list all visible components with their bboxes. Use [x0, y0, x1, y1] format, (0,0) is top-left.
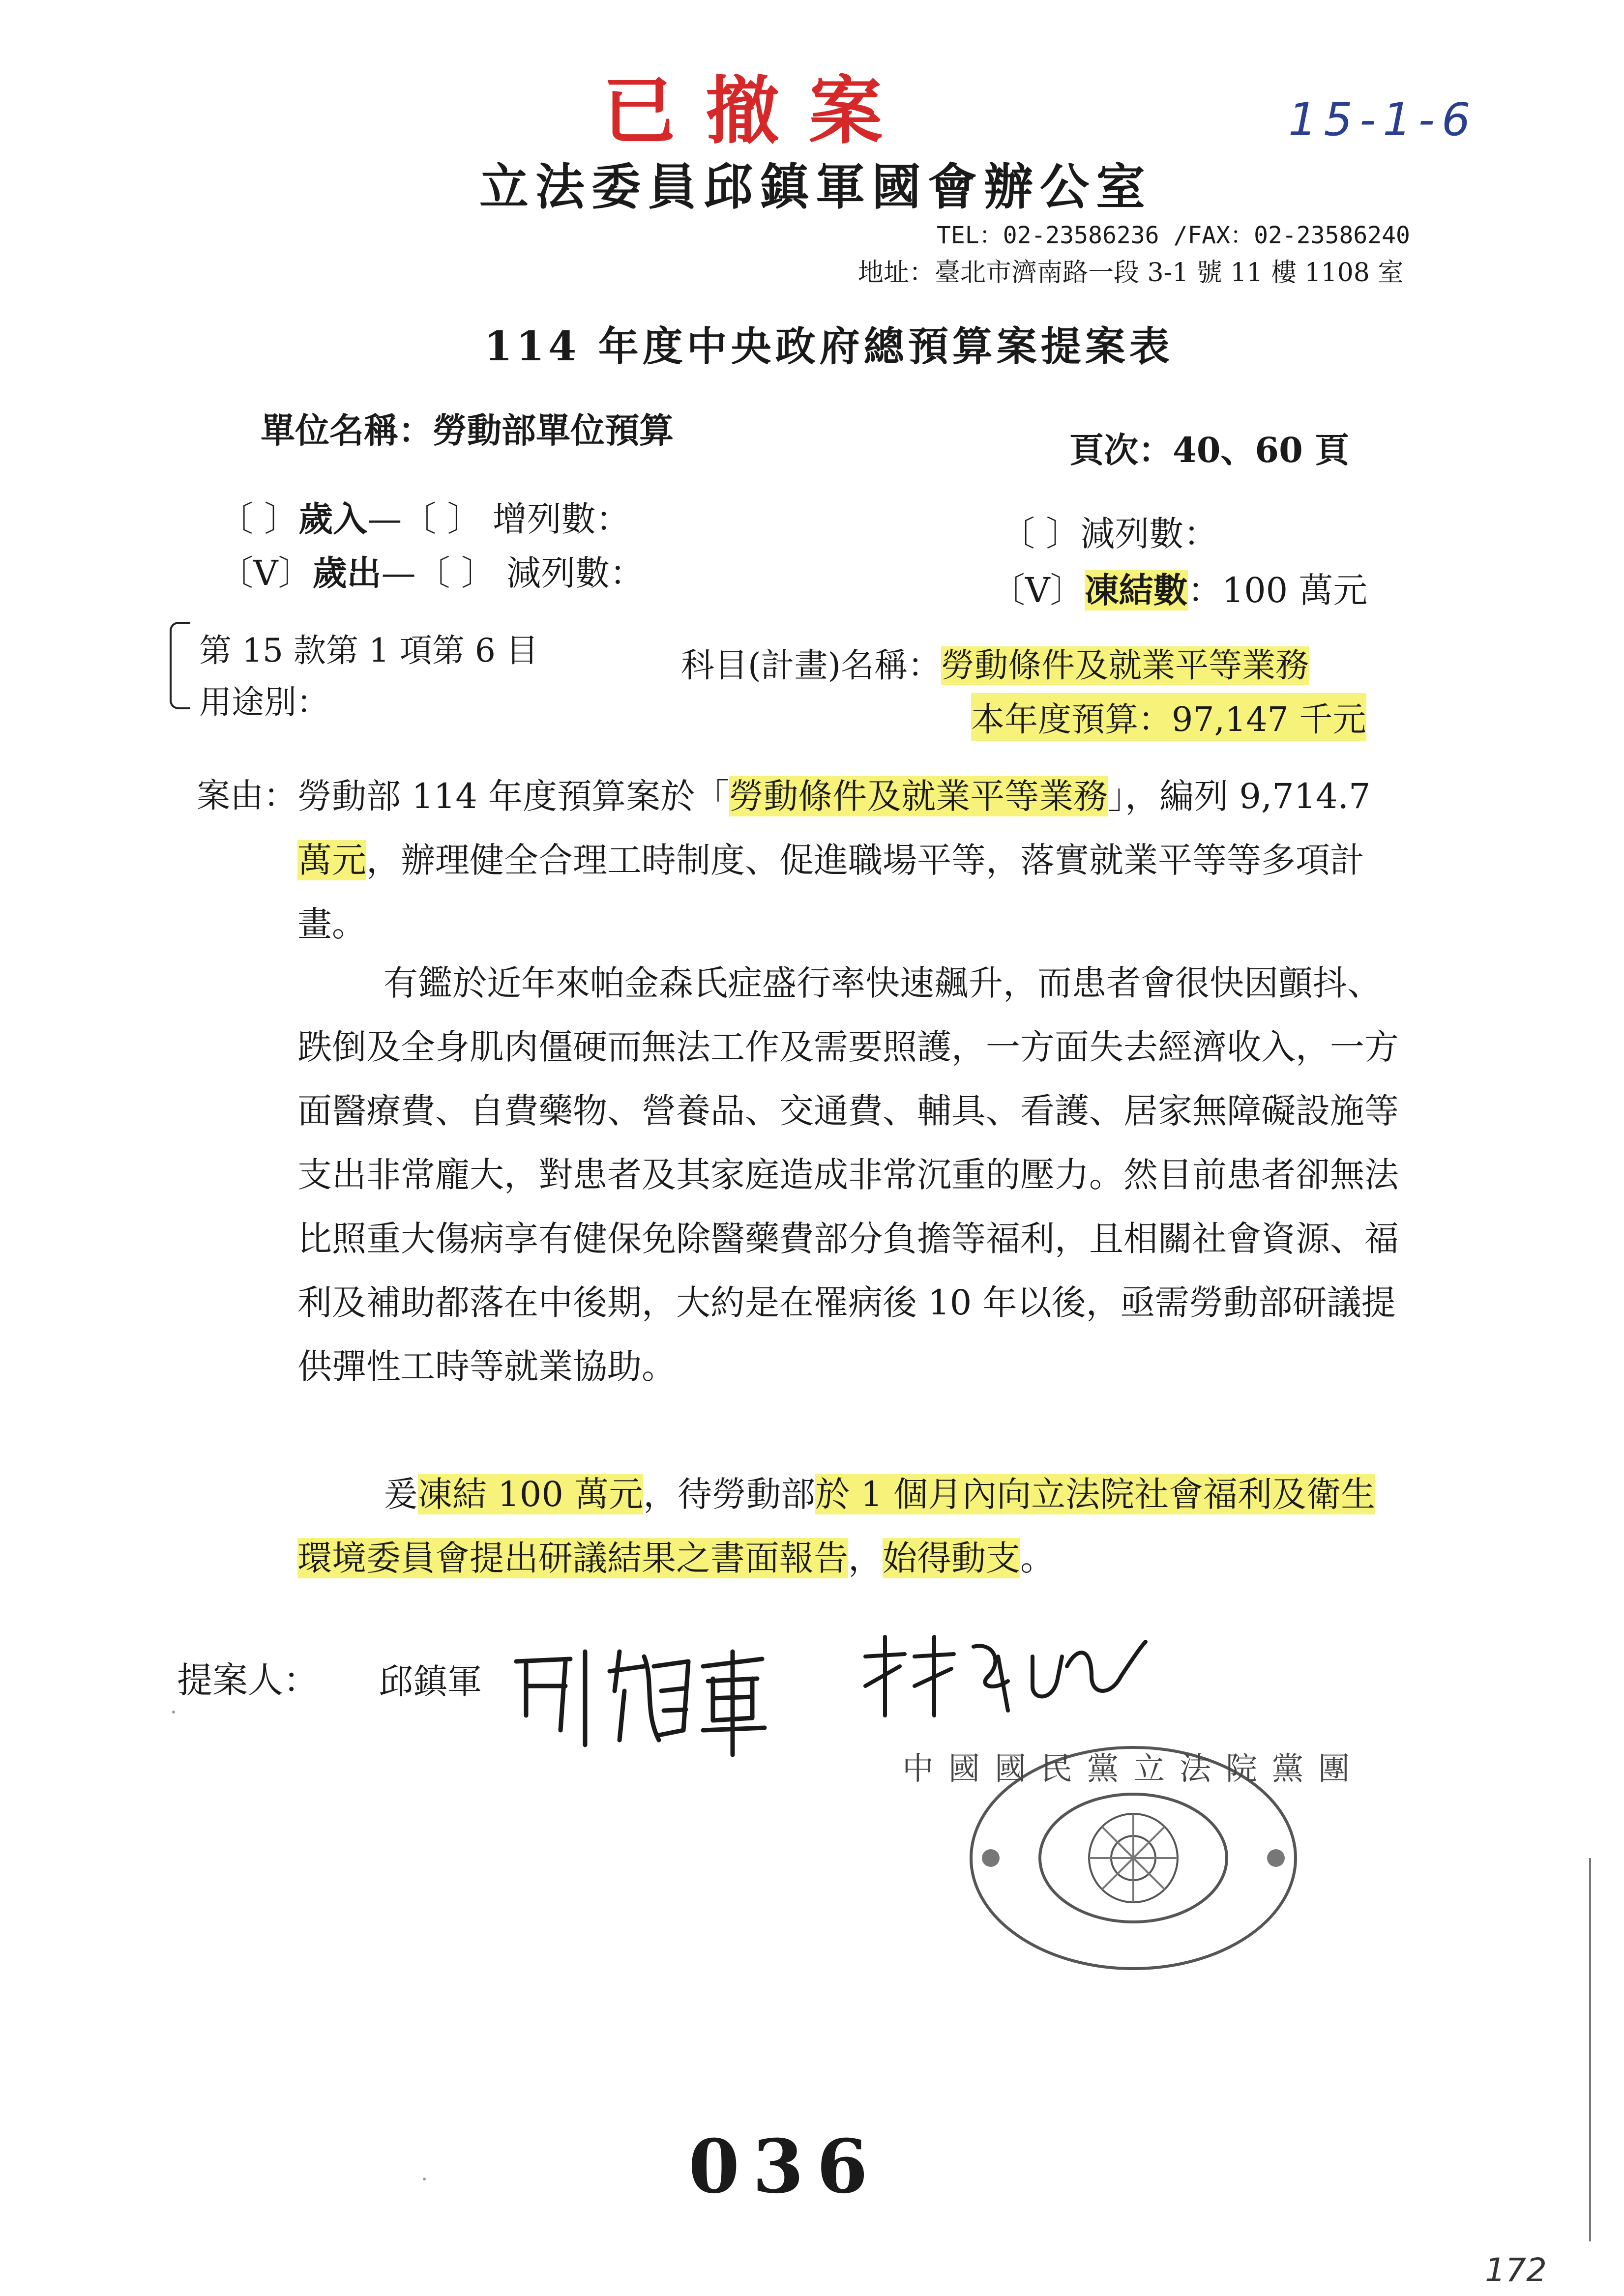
- p3-highlight-release: 始得動支: [883, 1538, 1020, 1578]
- income-label: 歲入: [298, 498, 368, 539]
- form-title: 114 年度中央政府總預算案提案表: [484, 323, 1174, 370]
- proposer-label: 提案人：: [177, 1659, 319, 1701]
- reason-paragraph-2: 有鑑於近年來帕金森氏症盛行率快速飆升，而患者會很快因顫抖、跌倒及全身肌肉僵硬而無法工作及需要照護，一方面失去經濟收入，一方面醫療費、自費藥物、營養品、交通費、輔具、看護、居家無障礙設施等支出非常龐大，對患者及其家庭造成非常沉重的壓力。然目前患者卻無法比照重大傷病享有健保免除醫藥費部分負擔等福利，且相關社會資源、福利及補助都落在中後期，大約是在罹病後 10 年以後，亟需勞動部研議提供彈性工時等就業協助。: [297, 963, 1399, 1387]
- expense-checkbox: 〔V〕: [219, 553, 313, 593]
- signature-2: [846, 1627, 1151, 1720]
- scan-edge-line: [1589, 1858, 1591, 2241]
- subject-label: 科目(計畫)名稱：: [681, 646, 942, 685]
- income-dash: —: [367, 499, 402, 539]
- page-number: 036: [688, 2123, 881, 2210]
- p3-text-c: ，: [848, 1538, 883, 1578]
- p1-highlight-unit: 萬元: [297, 840, 366, 880]
- p3-text-a: 爰: [384, 1474, 418, 1514]
- reason-label: 案由：: [197, 777, 297, 815]
- expense-row: [219, 546, 644, 595]
- expense-dash: —: [381, 553, 416, 593]
- office-address: 地址：臺北市濟南路一段 3-1 號 11 樓 1108 室: [858, 258, 1404, 288]
- p1-highlight-program: 勞動條件及就業平等業務: [729, 776, 1108, 816]
- scan-speck: [423, 2178, 426, 2180]
- expense-reduce-checkbox: 〔 〕: [415, 553, 496, 593]
- income-increase-checkbox: 〔 〕: [402, 499, 482, 539]
- office-title: 立法委員邱鎮軍國會辦公室: [479, 158, 1152, 216]
- p3-highlight-report: 於 1 個月內向立法院社會福利及衛生環境委員會提出研議結果之書面報告: [297, 1474, 1376, 1578]
- freeze-checkbox: 〔V〕: [991, 570, 1085, 610]
- signature-1: [497, 1632, 772, 1760]
- budget-item: 第 15 款第 1 項第 6 目: [199, 632, 538, 669]
- page-reference: 頁次：40、60 頁: [1069, 430, 1350, 470]
- income-row: [219, 492, 630, 541]
- party-caucus-seal: [902, 1740, 1364, 1976]
- unit-label: 單位名稱：: [261, 410, 433, 451]
- freeze-value: ：100 萬元: [1187, 570, 1368, 610]
- income-increase-label: 增列數：: [481, 499, 630, 539]
- withdrawn-stamp: 已撤案: [602, 69, 913, 154]
- p3-text-d: 。: [1020, 1538, 1055, 1578]
- usage-type: 用途別：: [199, 683, 329, 721]
- unit-value: 勞動部單位預算: [433, 410, 674, 451]
- corner-number: 172: [1485, 2251, 1547, 2289]
- subject-value: 勞動條件及就業平等業務: [941, 646, 1309, 685]
- income-checkbox: 〔 〕: [219, 499, 299, 539]
- annual-budget: 本年度預算：97,147 千元: [971, 693, 1366, 741]
- p3-highlight-freeze: 凍結 100 萬元: [418, 1474, 644, 1514]
- scan-speck: [172, 1711, 175, 1714]
- expense-reduce-label: 減列數：: [495, 553, 645, 593]
- p1-text-c: ，辦理健全合理工時制度、促進職場平等，落實就業平等等多項計畫。: [297, 840, 1364, 944]
- reason-paragraph-3: [297, 1462, 1404, 1590]
- freeze-label: 凍結數: [1084, 570, 1188, 610]
- freeze-row: [991, 563, 1367, 612]
- handwritten-date: 15-1-6: [1288, 93, 1477, 146]
- p1-text-a: 勞動部 114 年度預算案於「: [297, 776, 730, 816]
- reduce-amount-row: 〔 〕減列數：: [1001, 514, 1218, 554]
- proposer-name: 邱鎮軍: [379, 1661, 482, 1702]
- expense-label: 歲出: [312, 552, 382, 593]
- subject-name: [681, 639, 1309, 687]
- p3-text-b: ，待勞動部: [643, 1474, 816, 1514]
- office-phone-fax: TEL：02-23586236 /FAX：02-23586240: [937, 222, 1410, 249]
- seal-text: 中國國民黨立法院黨團: [902, 1751, 1364, 1787]
- unit-name: [261, 403, 674, 453]
- item-bracket: [170, 622, 190, 709]
- p1-text-b: 」，編列 9,714.7: [1108, 776, 1371, 816]
- reason-paragraph-1: [297, 764, 1404, 956]
